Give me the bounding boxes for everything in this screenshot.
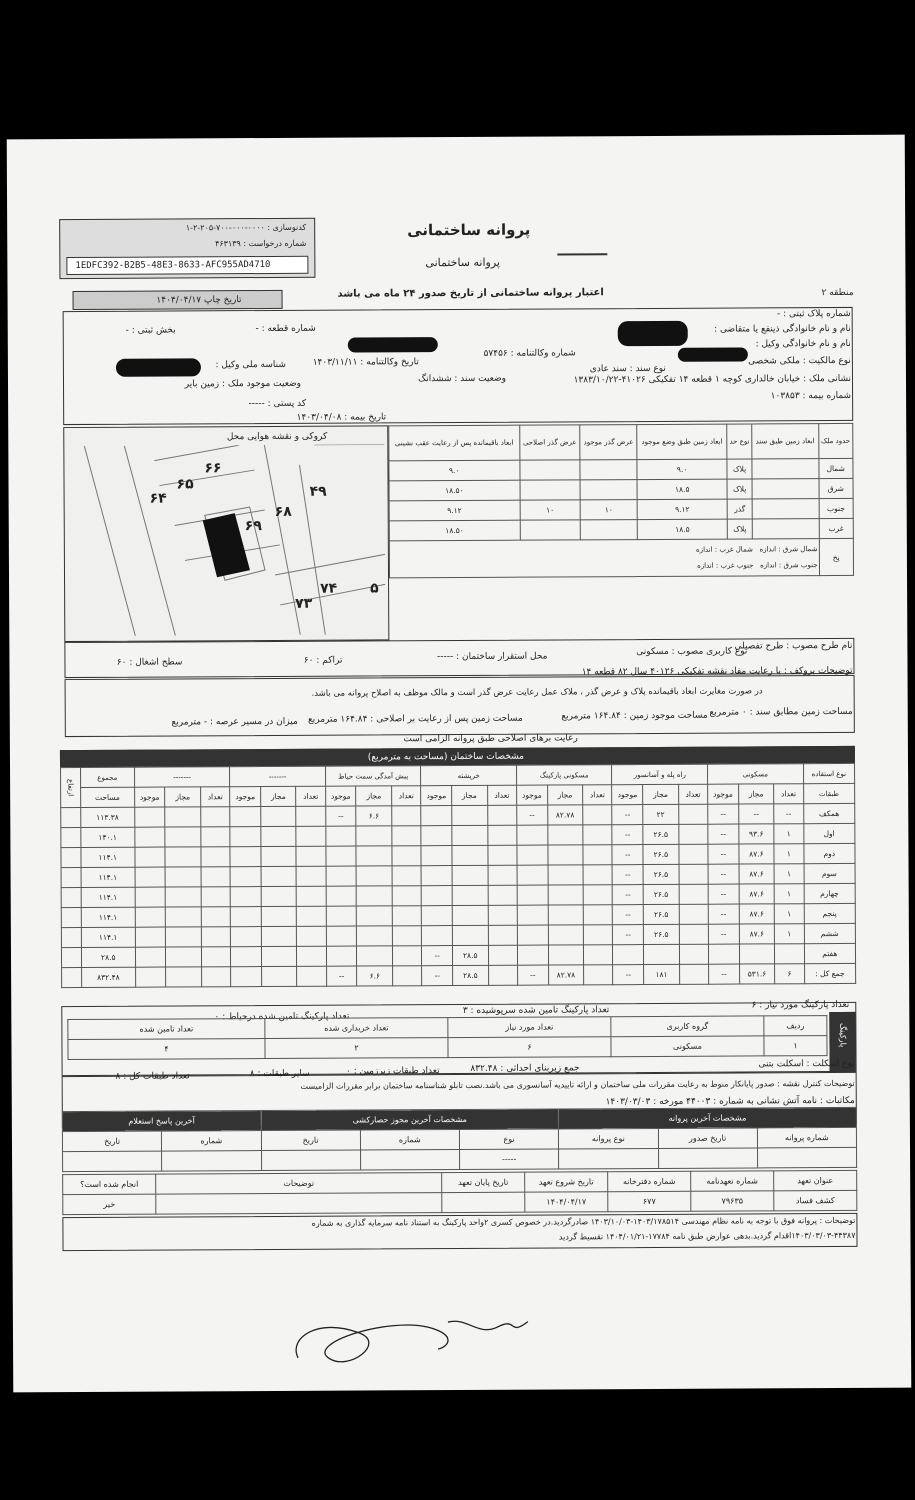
control-note: توضیحات کنترل نقشه : صدور پایانکار منوط به رعایت مقررات ملی ساختمان و ارائه تاییدیه آسانسوری می باشد.نصب تابلو شناسنامه ساختمان برابر مقررات الزامیست	[300, 1078, 855, 1091]
area-existing: مساحت موجود زمین : ۱۶۴.۸۴ مترمربع	[561, 710, 708, 722]
specs-row: پنجم ۱ ۸۷.۶ -- ۲۶.۵ -- ۱۱۴.۱	[61, 903, 855, 927]
map-title: کروکی و نقشه هوایی محل	[226, 431, 328, 443]
region-label: منطقه ۲	[821, 287, 854, 299]
doc-state: وضعیت سند : ششدانگ	[418, 373, 507, 385]
request-label: شماره درخواست : ۴۶۳۱۳۹	[215, 238, 307, 249]
specs-row: دوم ۱ ۸۷.۶ -- ۲۶.۵ -- ۱۱۴.۱	[61, 843, 855, 867]
corner-sw: جنوب غرب : اندازه	[697, 561, 754, 570]
page-title: پروانه ساختمانی	[407, 220, 531, 240]
notes-box	[65, 675, 855, 737]
corners-row: پخ شمال شرق : اندازه شمال غرب : اندازه جنوب شرق : اندازه جنوب غرب : اندازه	[389, 538, 853, 577]
final-note-2: ۱۴۰۳/۰۳/۰۳-۴۴۳۸۷اقدام گردید.بدهی عوارض طبق نامه ۱۷۷۸۴-۱۴۰۴/۰۱/۲۱ تقسیط گردید	[558, 1230, 856, 1242]
commit-table: عنوان تعهد شماره تعهدنامه شماره دفترخانه تاریخ شروع تعهد تاریخ پایان تعهد توضیحات انجام شده است؟ کشف فساد ۷۹۶۳۵ ۶۷۷ ۱۴۰۴/۰۴/۱۷ خیر	[62, 1170, 857, 1215]
notes-title: توضیحات بروکف : با رعایت مفاد نقشه تفکیکی ۴۰۱۲۶ سال ۸۲ قطعه ۱۴	[581, 665, 853, 678]
bounds-table	[388, 423, 854, 578]
total-floors: تعداد طبقات کل : ۸	[115, 1071, 190, 1082]
book-no: شماره وکالتنامه : ۵۷۴۵۶	[483, 348, 576, 359]
validity-note: اعتبار پروانه ساختمانی از تاریخ صدور ۲۴ ماه می باشد	[337, 287, 604, 300]
book-date: تاریخ وکالتنامه : ۱۴۰۳/۱۱/۱۱	[312, 357, 419, 368]
specs-row: جمع کل : ۶ ۵۳۱.۶ -- ۱۸۱ -- ۸۲.۷۸ -- ۲۸.۵ -- ۶.۶ -- ۸۳۲.۴۸	[62, 963, 856, 987]
bounds-h-side: حدود ملک	[818, 423, 853, 458]
section-no: شماره قطعه : -	[255, 323, 316, 335]
attorney-name: نام و نام خانوادگی وکیل :	[755, 338, 851, 350]
map-label: ۶۴	[149, 490, 167, 507]
specs-row: هفتم ۲۸.۵ -- ۲۸.۵	[61, 943, 855, 967]
last-inquiry-title: آخرین پاسخ استعلام	[62, 1111, 261, 1132]
occupancy: سطح اشغال : ۶۰	[116, 657, 183, 668]
print-date-box	[73, 290, 283, 310]
location: محل استقرار ساختمان : -----	[437, 651, 548, 663]
density: تراکم : ۶۰	[303, 655, 343, 666]
parking-covered: تعداد پارکینگ تامین شده سرپوشیده : ۳	[462, 1005, 610, 1016]
mandatory-note: رعایت برهای اصلاحی طبق پروانه الزامی است	[403, 733, 578, 745]
code-box	[59, 218, 315, 279]
note-2: در صورت مغایرت ابعاد باقیمانده پلاک و عرض گذر ، ملاک عمل رعایت عرض گذر است و مالک موظف به اصلاح پروانه می باشد.	[311, 686, 763, 699]
map-box	[63, 425, 389, 642]
owner-redaction	[618, 321, 688, 346]
bounds-h-w2: عرض گذر اصلاحی	[519, 425, 580, 460]
area-path: میزان در مسیر عرصه : - مترمربع	[171, 716, 298, 728]
bounds-h-rem: ابعاد باقیمانده پس از رعایت عقب نشینی	[389, 425, 520, 461]
doc-type: نوع سند : سند عادی	[589, 363, 666, 375]
barcode-text: 1EDFC392-B2B5-48E3-8633-AFC955AD4710	[75, 259, 271, 272]
specs-row: اول ۱ ۹۳.۶ -- ۲۶.۵ -- ۱۴۰.۱	[61, 823, 855, 847]
map-label: ۵	[370, 580, 379, 597]
basement: تعداد طبقات زیرزمین : ۰	[345, 1066, 440, 1077]
bounds-row: شرق پلاک ۱۸.۵ ۱۸.۵۰	[389, 478, 853, 500]
usage: نوع کاربری مصوب : مسکونی	[636, 646, 748, 658]
section-reg: بخش ثبتی : -	[125, 325, 176, 336]
attorney-id: شناسه ملی وکیل :	[215, 359, 286, 371]
parcel-highlight	[203, 513, 250, 577]
map-label: ۴۹	[309, 483, 327, 500]
bounds-row: شمال پلاک ۹.۰ ۹.۰	[389, 458, 853, 480]
parking-required: تعداد پارکینگ مورد نیاز : ۶	[751, 999, 850, 1011]
last-demo-title: مشخصات آخرین مجوز حصارکشی	[261, 1109, 559, 1131]
owner-name: نام و نام خانوادگی ذینفع یا متقاضی :	[714, 323, 851, 335]
map-label: ۶۵	[176, 476, 194, 493]
plate-no: شماره پلاک ثبتی : -	[776, 308, 851, 320]
parking-yard: تعداد پارکینگ تامین شده درحیاط : ۰	[214, 1011, 350, 1023]
specs-row: ششم ۱ ۸۷.۶ -- ۲۶.۵ -- ۱۱۴.۱	[61, 923, 855, 947]
bounds-h-type: نوع حد	[727, 424, 752, 459]
map-label: ۶۹	[244, 518, 262, 535]
specs-row: سوم ۱ ۸۷.۶ -- ۲۶.۵ -- ۱۱۴.۱	[61, 863, 855, 887]
bounds-row: غرب پلاک ۱۸.۵ ۱۸.۵۰	[389, 518, 853, 540]
skeleton: نوع اسکلت : اسکلت بتنی	[758, 1058, 855, 1070]
attorney-id-redaction	[116, 358, 201, 376]
map-label: ۶۶	[204, 460, 222, 477]
area-doc: مساحت زمین مطابق سند : ۰ مترمربع	[709, 706, 853, 718]
barcode-box	[66, 256, 308, 275]
bounds-row: جنوب گذر ۹.۱۲ ۱۰ ۱۰ ۹.۱۲	[389, 498, 853, 520]
last-permit-title: مشخصات آخرین پروانه	[559, 1107, 857, 1129]
id-redaction	[348, 337, 438, 352]
page-subtitle: پروانه ساختمانی	[425, 255, 501, 270]
parking-side-label: پارکینگ	[838, 1022, 848, 1048]
address: نشانی ملک : خیابان خالداری کوچه ۱ قطعه ۱۴ تفکیکی ۴۱۰۲۶-۱۳۸۳/۱۰/۲۲	[573, 373, 852, 386]
final-note-1: توضیحات : پروانه فوق با توجه به نامه نظام مهندسی ۱۴۰۳/۱۷۸۵۱۴-۱۴۰۳/۱۰/۰۳ صادرگردید.در خصوص کسری ۲واحد پارکینگ به استناد نامه سرمایه گذاری به شماره	[311, 1215, 856, 1228]
existing-state: وضعیت موجود ملک : زمین بایر	[184, 378, 302, 390]
postal-code: کد پستی : -----	[248, 398, 307, 410]
specs-table: نوع استفاده مسکونی راه پله و آسانسور مسکونی پارکینگ خرپشته پیش آمدگی سمت حیاط ------- ------- مجموع ارتفاع طبقات تعداد مجاز موجود تعداد مجاز موجود تعداد مجاز موجود تعداد مجاز موجود تعداد مجاز موجود تعداد مجاز موجود تعداد مجاز موجود مساحت همکف -- -- -- ۲۲ -- ۸۲.۷۸ -- ۶.۶ -- ۱۱۳.۳۸ اول ۱ ۹۳.۶ -- ۲۶.۵ -- ۱۴۰.۱ دوم ۱ ۸۷.۶ -- ۲۶.۵ -- ۱۱۴.۱ سوم ۱ ۸۷.۶ -- ۲۶.۵ -- ۱۱۴.۱ چهارم ۱ ۸۷.۶ -- ۲۶.۵ -- ۱۱۴.۱ پنجم ۱ ۸۷.۶ -- ۲۶.۵ -- ۱۱۴.۱ ششم ۱ ۸۷.۶ -- ۲۶.۵ -- ۱۱۴.۱ هفتم ۲۸.۵ -- ۲۸.۵ جمع کل : ۶ ۵۳۱.۶ -- ۱۸۱ -- ۸۲.۷۸ -- ۲۸.۵ -- ۶.۶ -- ۸۳۲.۴۸	[60, 763, 856, 988]
insurance-no: شماره بیمه : ۱۰۳۸۵۳	[770, 390, 852, 402]
plan-name: نام طرح مصوب : طرح تفصیلی	[734, 640, 853, 652]
code-label: کدنوسازی : ۰۰۰۰-۰۰۰-۷۰۰-۲۰۵-۲-۱	[185, 222, 307, 233]
bounds-h-doc: ابعاد زمین طبق سند	[752, 424, 819, 459]
letters-note: مکاتبات : نامه آتش نشانی به شماره : ۴۴۰۰۳ مورخه : ۱۴۰۳/۰۳/۰۳	[605, 1095, 855, 1108]
parking-table: ردیف گروه کاربری تعداد مورد نیاز تعداد خریداری شده تعداد تامین شده ۱ مسکونی ۶ ۲ ۴	[67, 1015, 827, 1060]
signature	[278, 1276, 559, 1387]
subtitle-dash	[557, 253, 607, 255]
attorney-redaction	[678, 347, 748, 361]
permit-document	[7, 135, 912, 1393]
other-floors: سایر طبقات : ۸	[249, 1068, 310, 1080]
insurance-date: تاریخ بیمه : ۱۴۰۳/۰۴/۰۸	[296, 412, 387, 423]
bounds-h-w1: عرض گذر موجود	[580, 425, 637, 460]
bounds-h-dim: ابعاد زمین طبق وضع موجود	[637, 424, 727, 459]
map-label: ۷۳	[295, 595, 313, 612]
ownership-type: نوع مالکیت : ملکی شخصی	[748, 355, 851, 367]
area-after: مساحت زمین پس از رعایت بر اصلاحی : ۱۶۴.۸۴ مترمربع	[307, 713, 523, 725]
last-table: مشخصات آخرین پروانه مشخصات آخرین مجوز حصارکشی آخرین پاسخ استعلام شماره پروانه تاریخ صدور نوع پروانه نوع شماره تاریخ شماره تاریخ -----	[62, 1107, 857, 1172]
map-label: ۶۸	[274, 503, 292, 520]
corner-nw: شمال غرب : اندازه	[695, 545, 753, 554]
corner-se: جنوب شرق : اندازه	[760, 561, 818, 570]
map-label: ۷۴	[320, 580, 338, 597]
infra: جمع زیربنای احداثی : ۸۳۲.۴۸	[470, 1063, 580, 1074]
corner-ne: شمال شرق : اندازه	[759, 545, 818, 554]
specs-row: چهارم ۱ ۸۷.۶ -- ۲۶.۵ -- ۱۱۴.۱	[61, 883, 855, 907]
aerial-map	[64, 444, 388, 641]
print-date: تاریخ چاپ ۱۴۰۴/۰۴/۱۷	[156, 295, 242, 306]
specs-title: مشخصات ساختمان (مساحت به مترمربع)	[367, 751, 524, 763]
specs-row: همکف -- -- -- ۲۲ -- ۸۲.۷۸ -- ۶.۶ -- ۱۱۳.۳۸	[61, 803, 855, 827]
